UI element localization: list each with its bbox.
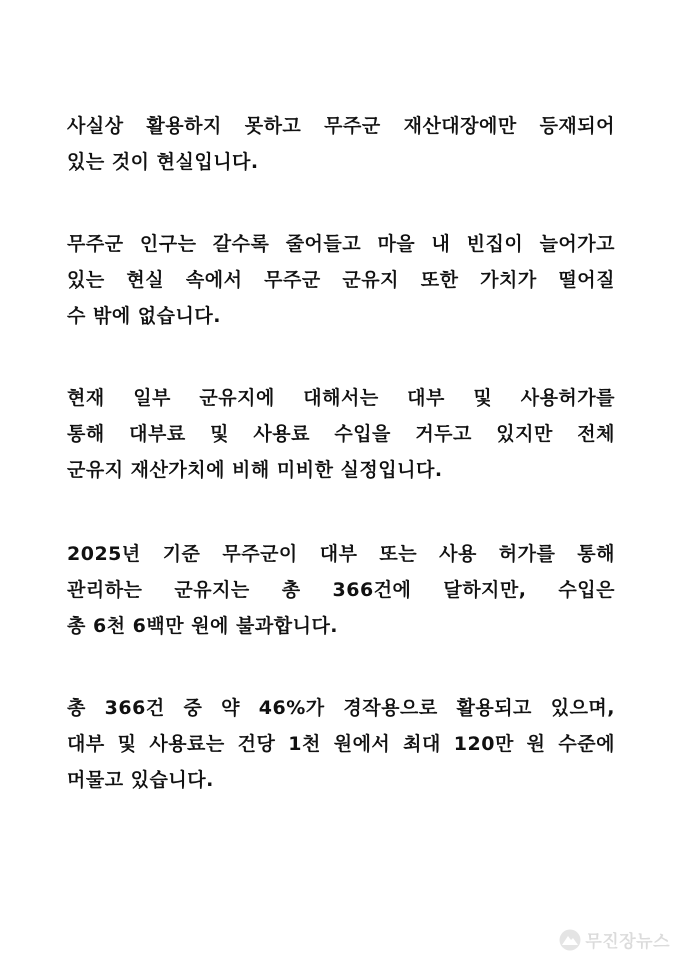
watermark-text: 무진장뉴스 — [585, 932, 670, 952]
paragraph — [67, 108, 615, 180]
mountain-logo-icon — [559, 929, 581, 951]
paragraph — [67, 536, 615, 644]
text-line: 관리하는 군유지는 총 366건에 달하지만, 수입은 — [67, 579, 615, 601]
paragraph — [67, 380, 615, 488]
text-line: 2025년 기준 무주군이 대부 또는 사용 허가를 통해 — [67, 543, 615, 565]
watermark — [559, 927, 670, 952]
text-line: 현재 일부 군유지에 대해서는 대부 및 사용허가를 — [67, 387, 615, 409]
text-line: 통해 대부료 및 사용료 수입을 거두고 있지만 전체 — [67, 423, 615, 445]
text-line: 군유지 재산가치에 비해 미비한 실정입니다. — [67, 459, 443, 481]
text-line: 총 6천 6백만 원에 불과합니다. — [67, 615, 339, 637]
text-line: 총 366건 중 약 46%가 경작용으로 활용되고 있으며, — [67, 697, 615, 719]
text-line: 있는 것이 현실입니다. — [67, 151, 259, 173]
text-line: 사실상 활용하지 못하고 무주군 재산대장에만 등재되어 — [67, 115, 615, 137]
text-line: 있는 현실 속에서 무주군 군유지 또한 가치가 떨어질 — [67, 269, 615, 291]
text-line: 무주군 인구는 갈수록 줄어들고 마을 내 빈집이 늘어가고 — [67, 233, 615, 255]
text-line: 머물고 있습니다. — [67, 769, 214, 791]
paragraph — [67, 226, 615, 334]
text-line: 대부 및 사용료는 건당 1천 원에서 최대 120만 원 수준에 — [67, 733, 615, 755]
paragraph — [67, 690, 615, 798]
text-line: 수 밖에 없습니다. — [67, 305, 221, 327]
